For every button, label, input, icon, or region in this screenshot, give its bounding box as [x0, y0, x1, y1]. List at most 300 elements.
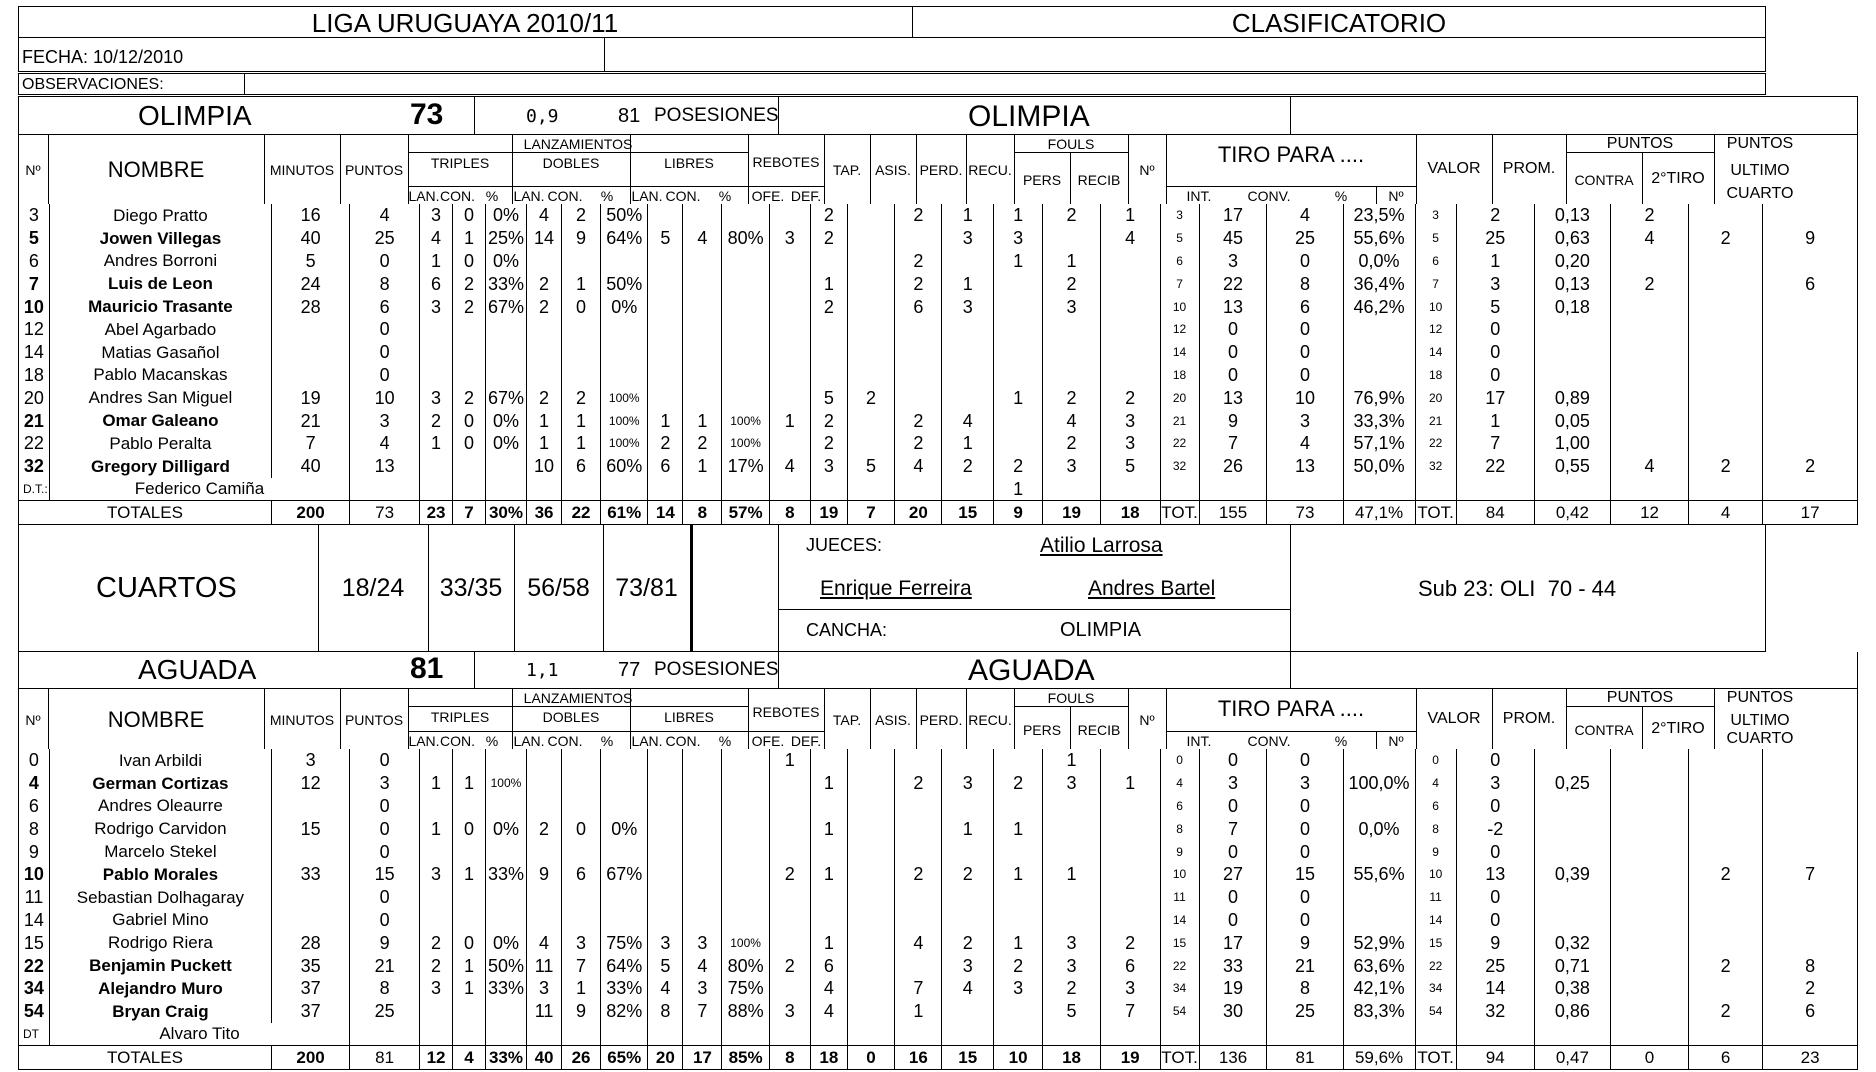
cell-num2: 18 [1160, 364, 1199, 387]
cell-t_pct [485, 909, 526, 932]
cell-t_pct: 67% [485, 386, 526, 409]
cell-name: Andres Borroni [49, 250, 271, 273]
cell-recu [993, 909, 1042, 932]
cell-ult [1763, 886, 1858, 909]
cell-pers: 2 [1043, 272, 1101, 295]
cell-t_con [453, 909, 486, 932]
cell-valor: 9 [1456, 931, 1534, 954]
cell-pers [1043, 909, 1101, 932]
cell-num3: 15 [1415, 931, 1456, 954]
hdr-pct: % [600, 188, 614, 204]
total-int: 136 [1199, 1046, 1267, 1070]
cell-empty [895, 478, 942, 501]
hdr-lan: LAN. [408, 188, 440, 204]
cell-name: Pablo Peralta [49, 432, 271, 455]
cell-empty [810, 478, 847, 501]
hdr-con: CON. [547, 188, 583, 204]
hdr-minutes: MINUTOS [269, 711, 335, 728]
cell-empty [453, 1023, 486, 1046]
cell-perd [942, 341, 993, 364]
cell-valor: 0 [1456, 341, 1534, 364]
hdr-contra: CONTRA [1574, 721, 1634, 738]
cell-l_lan [648, 886, 683, 909]
cell-pers: 2 [1043, 977, 1101, 1000]
cell-ofe: 3 [769, 227, 810, 250]
hdr-valor: VALOR [1427, 160, 1481, 177]
cell-tap [847, 250, 894, 273]
cell-tap [847, 295, 894, 318]
cell-empty [722, 1023, 769, 1046]
cell-ult: 2 [1763, 455, 1858, 478]
team2-possessions-label: POSESIONES [654, 659, 779, 680]
total-pts: 73 [350, 501, 420, 525]
cell-l_pct: 80% [722, 954, 769, 977]
cell-recu [993, 840, 1042, 863]
player-row [19, 455, 1858, 478]
cell-valor: -2 [1456, 817, 1534, 840]
cell-tap [847, 817, 894, 840]
hdr-def: DEF. [790, 188, 822, 204]
cell-pct: 33,3% [1343, 409, 1415, 432]
total-recu: 9 [993, 501, 1042, 525]
total-d_con: 26 [562, 1046, 601, 1070]
cell-ofe [769, 886, 810, 909]
hdr-rebounds: REBOTES [752, 703, 820, 720]
cell-num: 22 [19, 954, 50, 977]
cell-t_lan [420, 455, 453, 478]
total-l_pct: 57% [722, 501, 769, 525]
cell-d_lan [527, 318, 562, 341]
total-perd: 15 [942, 1046, 993, 1070]
cell-perd [942, 795, 993, 818]
cell-recu: 1 [993, 386, 1042, 409]
totals-label: TOTALES [19, 501, 272, 525]
cell-contra [1610, 250, 1688, 273]
cell-tiro2 [1689, 931, 1763, 954]
cell-empty [601, 1023, 648, 1046]
hdr-tiro-para: TIRO PARA .... [1217, 142, 1365, 167]
cell-perd: 3 [942, 295, 993, 318]
cell-int: 0 [1199, 318, 1267, 341]
cell-t_pct: 33% [485, 977, 526, 1000]
cell-recu [993, 795, 1042, 818]
cell-int: 0 [1199, 341, 1267, 364]
cell-prom: 0,86 [1534, 1000, 1610, 1023]
cell-def [810, 909, 847, 932]
judge-2: Enrique Ferreira [820, 577, 972, 600]
cell-t_pct [485, 795, 526, 818]
cell-pct [1343, 364, 1415, 387]
cell-pct: 42,1% [1343, 977, 1415, 1000]
cell-t_con [453, 364, 486, 387]
cell-num3: 18 [1415, 364, 1456, 387]
judge-1: Atilio Larrosa [1040, 534, 1163, 557]
league-title: LIGA URUGUAYA 2010/11 [311, 8, 619, 38]
cell-ofe [769, 931, 810, 954]
total-min: 200 [272, 501, 350, 525]
cell-t_lan: 1 [420, 772, 453, 795]
cell-conv: 13 [1267, 455, 1343, 478]
cell-def [810, 364, 847, 387]
cell-perd: 1 [942, 272, 993, 295]
cell-def: 1 [810, 931, 847, 954]
cell-d_con [562, 250, 601, 273]
cell-contra: 4 [1610, 227, 1688, 250]
cell-pts: 0 [350, 250, 420, 273]
total-def: 19 [810, 501, 847, 525]
cell-recib [1100, 795, 1160, 818]
cell-def: 6 [810, 954, 847, 977]
cell-perd: 3 [942, 772, 993, 795]
cell-pers: 3 [1043, 931, 1101, 954]
team1-possessions-label: POSESIONES [654, 105, 779, 126]
hdr-valor: VALOR [1427, 709, 1481, 727]
cell-num: 34 [19, 977, 50, 1000]
cell-conv: 8 [1267, 977, 1343, 1000]
cell-d_con [562, 318, 601, 341]
total-contra: 12 [1610, 501, 1688, 525]
hdr-con: CON. [665, 733, 701, 749]
cell-empty [1534, 478, 1610, 501]
cell-def [810, 886, 847, 909]
hdr-cuarto: CUARTO [1726, 730, 1794, 747]
cell-ult [1763, 749, 1858, 772]
cell-d_con: 7 [562, 954, 601, 977]
quarters-label: CUARTOS [96, 572, 237, 604]
cell-empty [350, 1023, 420, 1046]
cell-empty [1610, 478, 1688, 501]
cell-t_lan [420, 364, 453, 387]
cell-contra [1610, 931, 1688, 954]
cell-t_con: 0 [453, 432, 486, 455]
cell-perd [942, 886, 993, 909]
hdr-ofe: OFE. [751, 733, 785, 749]
cell-d_pct: 100% [601, 386, 648, 409]
cell-prom [1534, 749, 1610, 772]
cell-d_lan [527, 909, 562, 932]
cell-def: 2 [810, 295, 847, 318]
cell-name: Luis de Leon [49, 272, 271, 295]
cell-ofe [769, 204, 810, 227]
cell-t_con: 2 [453, 386, 486, 409]
cell-def [810, 795, 847, 818]
cell-t_pct [485, 840, 526, 863]
cell-ult: 6 [1763, 272, 1858, 295]
cell-conv: 10 [1267, 386, 1343, 409]
cell-t_lan [420, 749, 453, 772]
cell-num3: 10 [1415, 295, 1456, 318]
cell-pct: 46,2% [1343, 295, 1415, 318]
cell-valor: 2 [1456, 204, 1534, 227]
cell-empty [527, 1023, 562, 1046]
cell-name: Rodrigo Riera [49, 931, 271, 954]
cell-t_pct: 50% [485, 954, 526, 977]
cell-num: 18 [19, 364, 50, 387]
cell-t_con [453, 795, 486, 818]
team2-stats-table [18, 749, 1858, 1070]
cell-contra [1610, 341, 1688, 364]
cell-recib: 2 [1100, 931, 1160, 954]
cell-name: Bryan Craig [49, 1000, 271, 1023]
cell-def: 4 [810, 977, 847, 1000]
cell-asis: 6 [895, 295, 942, 318]
phase-title: CLASIFICATORIO [1231, 8, 1447, 38]
cell-asis: 7 [895, 977, 942, 1000]
cell-ofe [769, 272, 810, 295]
cell-d_con [562, 341, 601, 364]
cell-tiro2: 2 [1689, 227, 1763, 250]
cell-min: 24 [272, 272, 350, 295]
coach-recu: 1 [993, 478, 1042, 501]
cell-prom: 0,13 [1534, 204, 1610, 227]
cell-l_lan: 6 [648, 455, 683, 478]
cell-pts: 6 [350, 295, 420, 318]
cell-num2: 22 [1160, 432, 1199, 455]
cell-empty [1763, 1023, 1858, 1046]
observations-label: OBSERVACIONES: [22, 76, 164, 93]
cell-num: 12 [19, 318, 50, 341]
coach-label: DT [19, 1023, 50, 1046]
court-label: CANCHA: [806, 620, 888, 640]
cell-contra [1610, 909, 1688, 932]
hdr-lan: LAN. [513, 733, 545, 749]
cell-contra [1610, 795, 1688, 818]
player-row [19, 227, 1858, 250]
cell-empty [1534, 1023, 1610, 1046]
cell-recib [1100, 840, 1160, 863]
cell-empty [1160, 478, 1199, 501]
cell-name: Diego Pratto [49, 204, 271, 227]
cell-perd [942, 250, 993, 273]
cell-perd: 4 [942, 409, 993, 432]
cell-recu: 3 [993, 227, 1042, 250]
cell-min: 19 [272, 386, 350, 409]
cell-recu [993, 318, 1042, 341]
hdr-num: Nº [25, 711, 41, 728]
cell-int: 9 [1199, 409, 1267, 432]
cell-min [272, 364, 350, 387]
cell-t_con: 0 [453, 250, 486, 273]
cell-pts: 4 [350, 432, 420, 455]
cell-pts: 0 [350, 886, 420, 909]
hdr-asis: ASIS. [875, 162, 911, 178]
cell-t_pct [485, 455, 526, 478]
cell-pers: 3 [1043, 954, 1101, 977]
hdr-doubles: DOBLES [542, 709, 600, 725]
cell-recib: 4 [1100, 227, 1160, 250]
cell-recib [1100, 886, 1160, 909]
total-conv: 81 [1267, 1046, 1343, 1070]
cell-int: 0 [1199, 795, 1267, 818]
cell-contra [1610, 817, 1688, 840]
coach-recu [993, 1023, 1042, 1046]
total-contra: 0 [1610, 1046, 1688, 1070]
cell-def: 2 [810, 432, 847, 455]
cell-perd [942, 318, 993, 341]
cell-min [272, 795, 350, 818]
cell-d_con [562, 772, 601, 795]
cell-prom [1534, 341, 1610, 364]
cell-t_pct: 33% [485, 272, 526, 295]
cell-valor: 0 [1456, 795, 1534, 818]
cell-asis [895, 817, 942, 840]
player-row [19, 863, 1858, 886]
cell-l_lan: 1 [648, 409, 683, 432]
total-tap: 0 [847, 1046, 894, 1070]
hdr-minutes: MINUTOS [269, 162, 335, 178]
total-perd: 15 [942, 501, 993, 525]
cell-num3: 20 [1415, 386, 1456, 409]
cell-l_pct [722, 840, 769, 863]
hdr-pct: % [485, 733, 499, 749]
cell-empty [769, 1023, 810, 1046]
cell-tap [847, 364, 894, 387]
total-int: 155 [1199, 501, 1267, 525]
cell-num2: 22 [1160, 954, 1199, 977]
player-row [19, 295, 1858, 318]
cell-pers [1043, 840, 1101, 863]
hdr-tiro-para: TIRO PARA .... [1217, 696, 1365, 721]
cell-int: 22 [1199, 272, 1267, 295]
cell-ofe: 1 [769, 749, 810, 772]
cell-pts: 25 [350, 227, 420, 250]
hdr-lan: LAN. [408, 733, 440, 749]
player-row [19, 749, 1858, 772]
cell-d_pct [601, 886, 648, 909]
hdr-pct: % [600, 733, 614, 749]
cell-num: 22 [19, 432, 50, 455]
hdr-puntos-ultimo: PUNTOS [1726, 135, 1794, 152]
cell-contra [1610, 295, 1688, 318]
cell-recu: 1 [993, 250, 1042, 273]
cell-tiro2: 2 [1689, 455, 1763, 478]
cell-d_pct: 82% [601, 1000, 648, 1023]
cell-perd: 1 [942, 432, 993, 455]
player-row [19, 318, 1858, 341]
hdr-cuarto: CUARTO [1726, 185, 1794, 202]
cell-empty [683, 478, 722, 501]
cell-num2: 6 [1160, 795, 1199, 818]
hdr-num3: Nº [1388, 188, 1404, 204]
cell-num2: 34 [1160, 977, 1199, 1000]
cell-pts: 25 [350, 1000, 420, 1023]
cell-d_pct [601, 749, 648, 772]
cell-ult: 7 [1763, 863, 1858, 886]
cell-valor: 25 [1456, 227, 1534, 250]
cell-ult [1763, 341, 1858, 364]
cell-num2: 10 [1160, 295, 1199, 318]
total-d_con: 22 [562, 501, 601, 525]
hdr-shots: LANZAMIENTOS [523, 690, 633, 706]
cell-t_lan [420, 318, 453, 341]
cell-empty [648, 478, 683, 501]
total-pers: 19 [1043, 501, 1101, 525]
hdr-pers: PERS [1022, 172, 1062, 188]
cell-d_con [562, 886, 601, 909]
cell-num2: 54 [1160, 1000, 1199, 1023]
cell-prom: 0,32 [1534, 931, 1610, 954]
cell-ofe: 3 [769, 1000, 810, 1023]
cell-pers: 1 [1043, 863, 1101, 886]
cell-ofe [769, 250, 810, 273]
cell-min: 15 [272, 817, 350, 840]
cell-recib: 7 [1100, 1000, 1160, 1023]
cell-tiro2: 2 [1689, 863, 1763, 886]
cell-asis: 4 [895, 931, 942, 954]
hdr-pct2: % [1334, 733, 1348, 749]
cell-min: 7 [272, 432, 350, 455]
hdr-con: CON. [547, 733, 583, 749]
cell-recib: 1 [1100, 204, 1160, 227]
cell-pers: 2 [1043, 386, 1101, 409]
totals-row [19, 1046, 1858, 1070]
cell-ult: 8 [1763, 954, 1858, 977]
player-row [19, 272, 1858, 295]
cell-ofe [769, 817, 810, 840]
total-asis: 16 [895, 1046, 942, 1070]
cell-tiro2 [1689, 341, 1763, 364]
cell-l_con [683, 250, 722, 273]
hdr-pct: % [718, 188, 732, 204]
cell-t_pct: 0% [485, 204, 526, 227]
cell-recib: 6 [1100, 954, 1160, 977]
cell-num: 8 [19, 817, 50, 840]
cell-int: 27 [1199, 863, 1267, 886]
hdr-prom: PROM. [1502, 709, 1556, 727]
cell-num2: 4 [1160, 772, 1199, 795]
cell-num3: 10 [1415, 863, 1456, 886]
cell-def: 4 [810, 1000, 847, 1023]
cell-d_pct [601, 909, 648, 932]
cell-contra [1610, 386, 1688, 409]
cell-l_pct [722, 795, 769, 818]
cell-ofe [769, 977, 810, 1000]
cell-pct: 83,3% [1343, 1000, 1415, 1023]
cell-empty [1267, 478, 1343, 501]
cell-min: 12 [272, 772, 350, 795]
cell-num2: 7 [1160, 272, 1199, 295]
cell-d_con: 0 [562, 295, 601, 318]
cell-pts: 0 [350, 817, 420, 840]
cell-num2: 12 [1160, 318, 1199, 341]
cell-t_lan: 3 [420, 863, 453, 886]
cell-int: 13 [1199, 295, 1267, 318]
cell-recib: 3 [1100, 409, 1160, 432]
cell-num2: 6 [1160, 250, 1199, 273]
cell-num3: 54 [1415, 1000, 1456, 1023]
cell-perd: 3 [942, 227, 993, 250]
cell-int: 3 [1199, 772, 1267, 795]
cell-pers [1043, 817, 1101, 840]
cell-pers: 1 [1043, 749, 1101, 772]
cell-t_lan: 4 [420, 227, 453, 250]
cell-empty [1610, 1023, 1688, 1046]
hdr-free: LIBRES [664, 709, 714, 725]
total-recib: 19 [1100, 1046, 1160, 1070]
cell-pts: 0 [350, 909, 420, 932]
cell-d_con: 1 [562, 272, 601, 295]
hdr-pct2: % [1334, 188, 1348, 204]
cell-asis [895, 227, 942, 250]
hdr-recib: RECIB [1077, 172, 1121, 188]
cell-d_pct [601, 250, 648, 273]
team1-name-right: OLIMPIA [968, 100, 1090, 133]
cell-empty [1267, 1023, 1343, 1046]
cell-valor: 25 [1456, 954, 1534, 977]
cell-ult [1763, 250, 1858, 273]
cell-int: 19 [1199, 977, 1267, 1000]
date-label: FECHA: 10/12/2010 [22, 47, 184, 67]
